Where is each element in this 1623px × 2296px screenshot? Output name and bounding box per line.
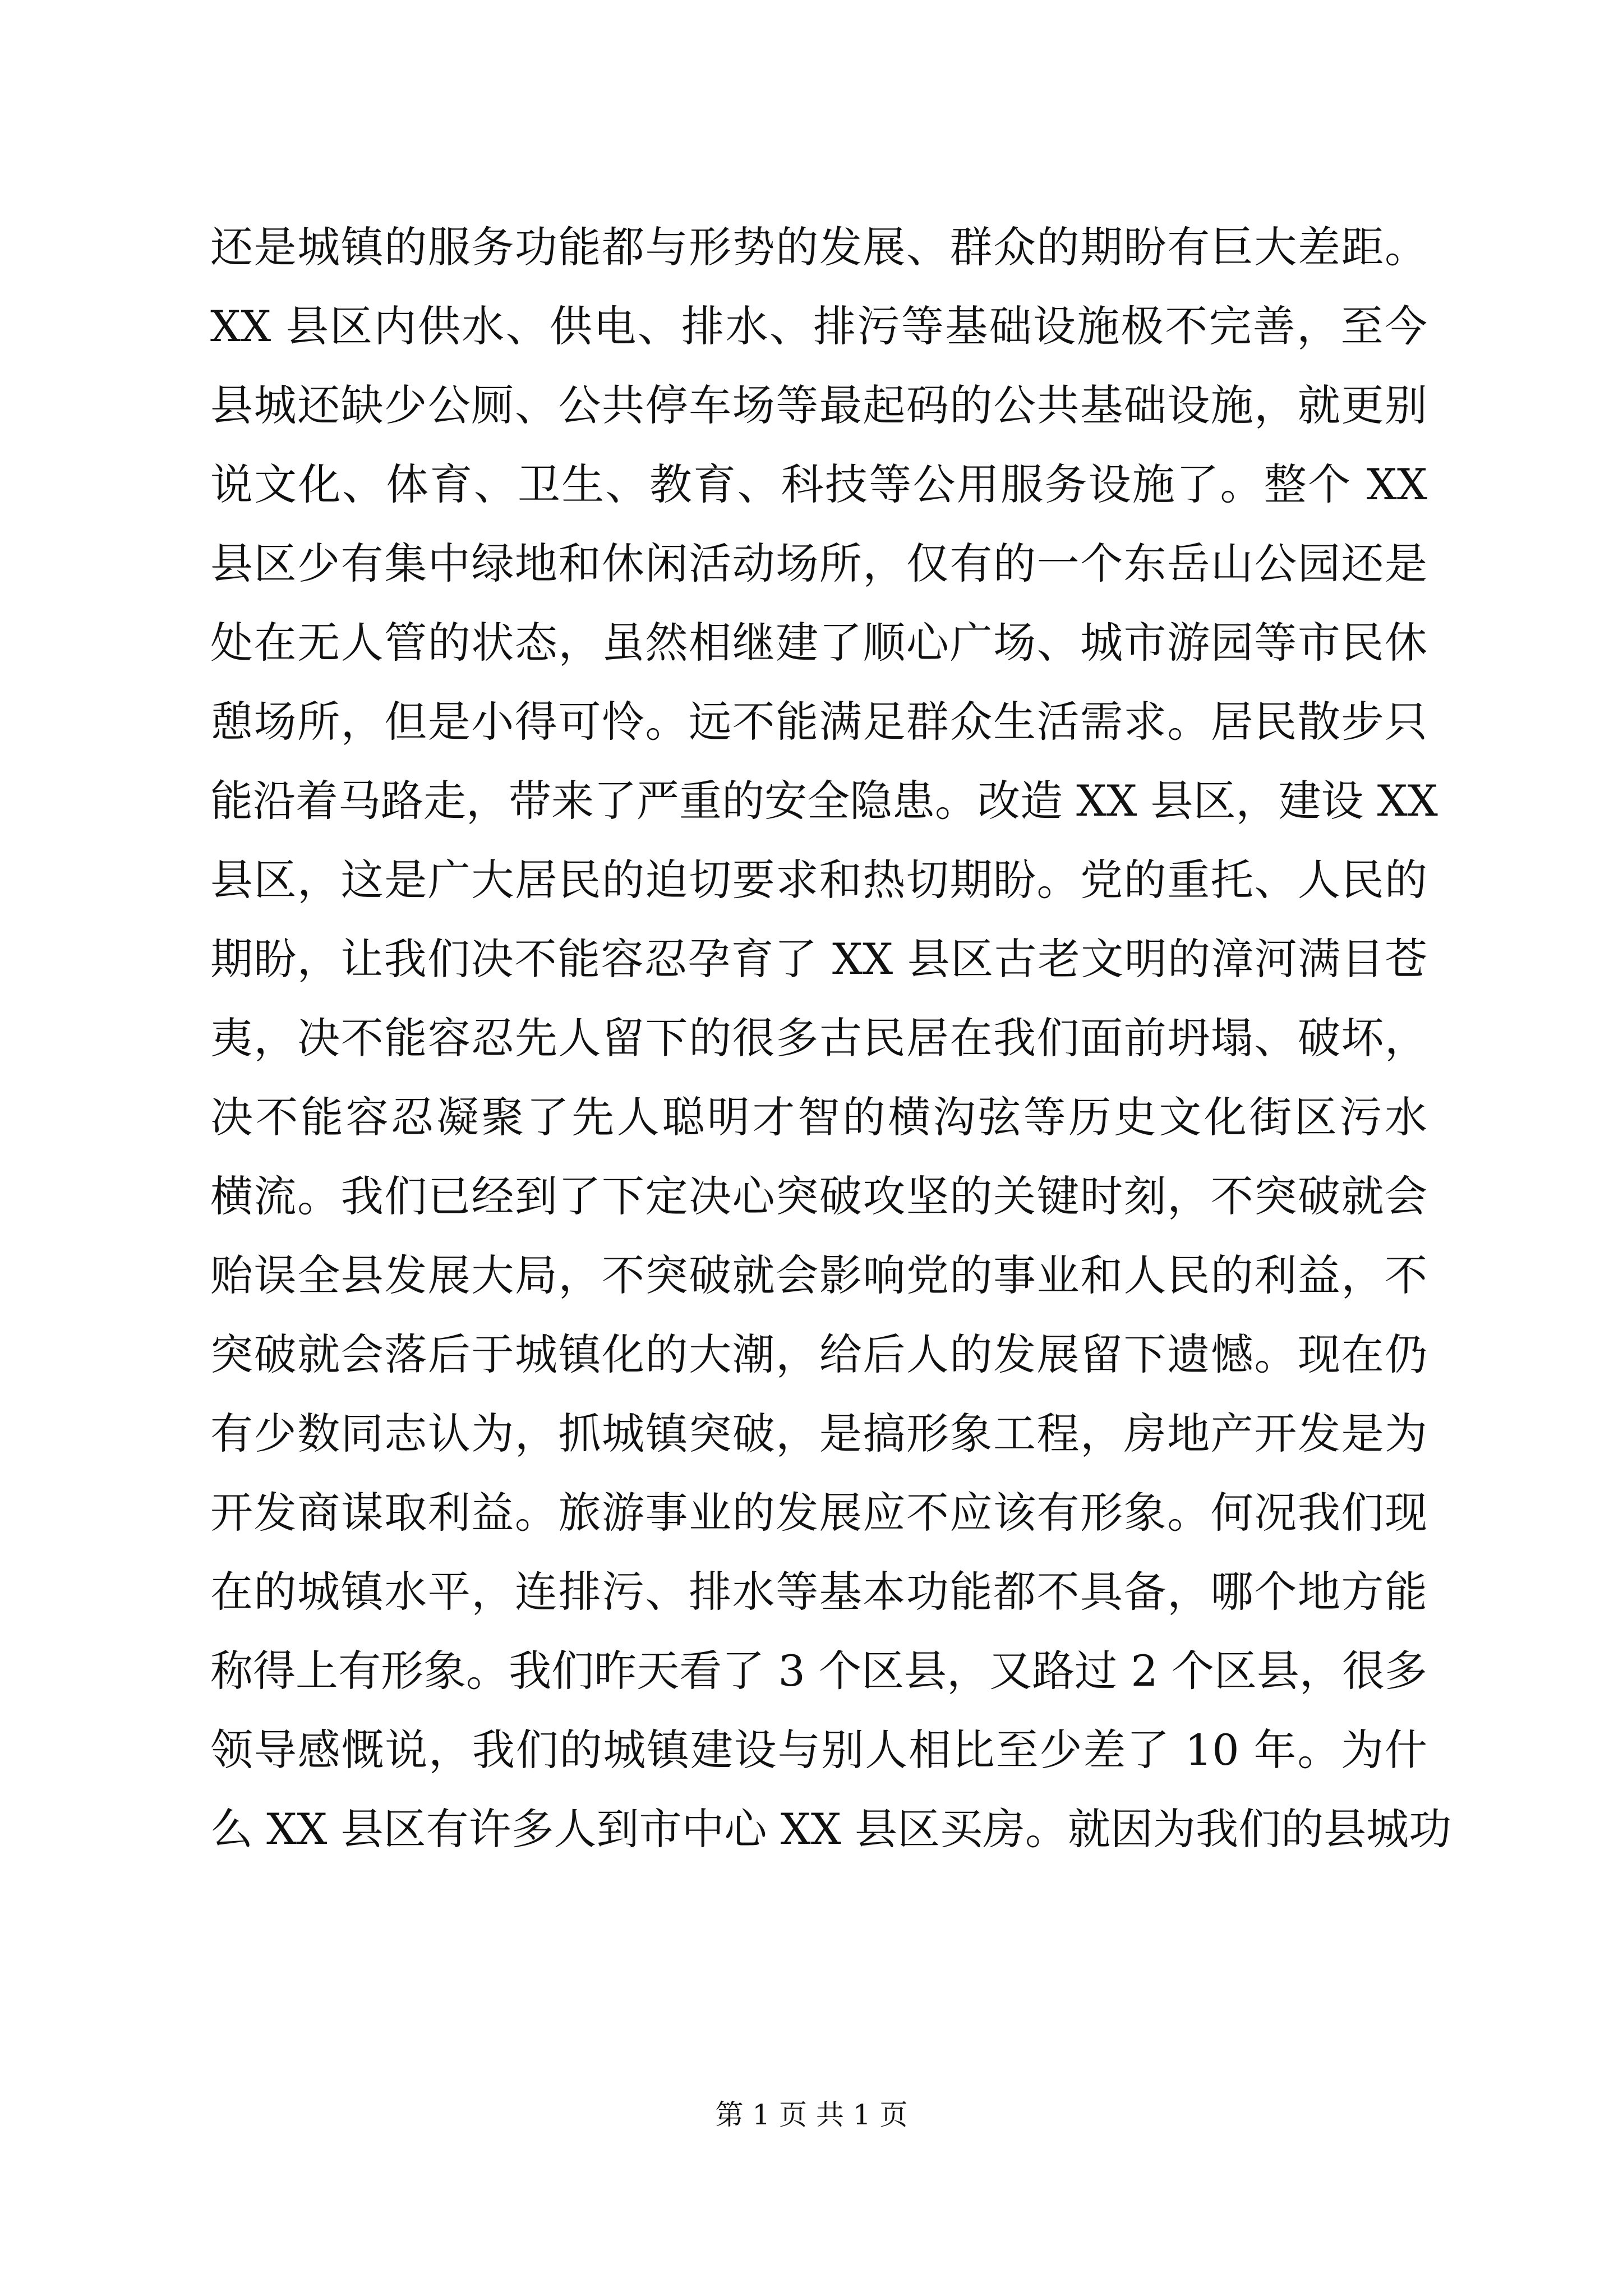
text-line: 称得上有形象。我们昨天看了 3 个区县，又路过 2 个区县，很多 bbox=[210, 1646, 1427, 1696]
text-line: 有少数同志认为，抓城镇突破，是搞形象工程，房地产开发是为 bbox=[210, 1409, 1427, 1458]
text-line: 处在无人管的状态，虽然相继建了顺心广场、城市游园等市民休 bbox=[210, 618, 1427, 668]
text-line: 在的城镇水平，连排污、排水等基本功能都不具备，哪个地方能 bbox=[210, 1567, 1427, 1617]
text-line: 能沿着马路走，带来了严重的安全隐患。改造 XX 县区，建设 XX bbox=[210, 776, 1438, 826]
page-footer: 第 1 页 共 1 页 bbox=[715, 2099, 908, 2131]
text-line: 县城还缺少公厕、公共停车场等最起码的公共基础设施，就更别 bbox=[210, 380, 1427, 430]
text-line: XX 县区内供水、供电、排水、排污等基础设施极不完善，至今 bbox=[210, 301, 1427, 351]
text-line: 开发商谋取利益。旅游事业的发展应不应该有形象。何况我们现 bbox=[210, 1488, 1427, 1538]
text-line: 领导感慨说，我们的城镇建设与别人相比至少差了 10 年。为什 bbox=[210, 1725, 1427, 1775]
text-line: 说文化、体育、卫生、教育、科技等公用服务设施了。整个 XX bbox=[210, 459, 1427, 509]
text-line: 突破就会落后于城镇化的大潮，给后人的发展留下遗憾。现在仍 bbox=[210, 1329, 1427, 1379]
text-line: 夷，决不能容忍先人留下的很多古民居在我们面前坍塌、破坏， bbox=[210, 1013, 1427, 1063]
text-line: 县区少有集中绿地和休闲活动场所，仅有的一个东岳山公园还是 bbox=[210, 539, 1427, 588]
text-line: 还是城镇的服务功能都与形势的发展、群众的期盼有巨大差距。 bbox=[210, 222, 1427, 272]
text-line: 么 XX 县区有许多人到市中心 XX 县区买房。就因为我们的县城功 bbox=[210, 1804, 1452, 1854]
text-line: 县区，这是广大居民的迫切要求和热切期盼。党的重托、人民的 bbox=[210, 855, 1427, 905]
body-paragraph bbox=[210, 208, 1452, 1869]
text-line: 贻误全县发展大局，不突破就会影响党的事业和人民的利益，不 bbox=[210, 1250, 1427, 1300]
text-line: 横流。我们已经到了下定决心突破攻坚的关键时刻，不突破就会 bbox=[210, 1171, 1427, 1221]
text-line: 决不能容忍凝聚了先人聪明才智的横沟弦等历史文化街区污水 bbox=[210, 1092, 1427, 1142]
text-line: 期盼，让我们决不能容忍孕育了 XX 县区古老文明的漳河满目苍 bbox=[210, 934, 1427, 984]
text-line: 憩场所，但是小得可怜。远不能满足群众生活需求。居民散步只 bbox=[210, 697, 1427, 747]
